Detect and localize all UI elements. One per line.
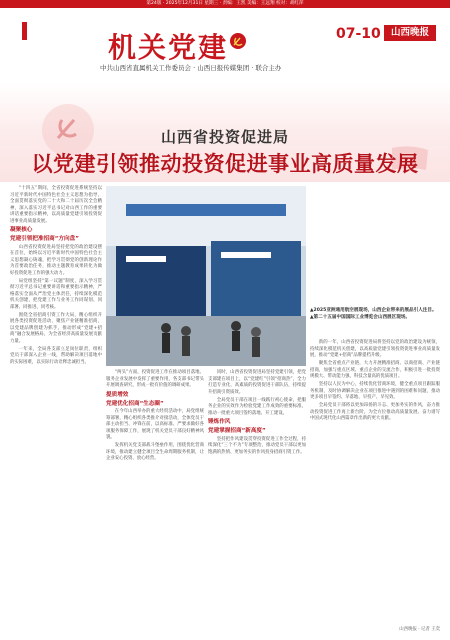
body-paragraph: “十四五”期间，全省投资促进系统坚持以习近平新时代中国特色社会主义思想为指导，全面贯彻落实党的二十大和二十届历次全会精神，深入落实习近平总书记对山西工作的重要讲话重要指示精神，以高质量党建引领投资促进事业高质量发展。 <box>10 186 102 224</box>
body-paragraph: 新的一年，山西省投资促进局将坚持以党的政治建设为统领，持续深化模范机关创建，以高质量党建引领投资促进事业高质量发展，推动“党建+招商”品牌提档升级。 <box>310 340 440 358</box>
section-subheading: 锤炼作风 <box>208 419 231 425</box>
section-subheading: 党建引领把准招商“方向盘” <box>10 236 79 242</box>
body-paragraph: 坚持把作风建设贯穿投资促进工作全过程，持续深化“三个不为”专项整治，推动党员干部以更加饱满的热情、更加务实的作风投身招商引资工作。 <box>208 436 306 455</box>
column-3 <box>208 370 306 458</box>
photo-caption: ▲2025亚洲通用航空展现场，山西企业带来的展品引人注目。 ▲第二十五届中国国际工业博览会山西展区现场。 <box>310 308 437 320</box>
body-paragraph: 局党组坚持“第一议题”制度，深入学习贯彻习近平总书记重要讲话和重要指示精神，严格落实全面从严治党主体责任，持续深化模范机关创建，把党建工作与业务工作同谋划、同部署、同推进、同考核。 <box>10 278 102 310</box>
section-subheading: 提质增效 <box>106 391 129 398</box>
body-paragraph: 围绕全省招商引资工作大局，精心组织开展各类投资促进活动，聚焦产业链精准招商，以党建品牌创建为抓手，推动形成“党建+招商”融合发展格局，为全省经济高质量发展贡献力量。 <box>10 312 102 344</box>
body-paragraph: “两头”方面，投资促进工作在推动项目落地、服务企业发展中发挥了重要作用，各支部书记带头开展调查研究，形成一批有价值的调研成果。 <box>106 370 204 388</box>
exhibition-photo <box>106 186 306 366</box>
masthead-badge <box>22 22 27 40</box>
column-1 <box>10 186 102 368</box>
column-2 <box>106 370 204 464</box>
section-subheading: 党建掌握招商“新高度” <box>208 428 266 434</box>
masthead <box>0 10 450 80</box>
section-title: 机关党建 <box>108 31 229 64</box>
masthead-subtitle: 中共山西省直属机关工作委员会 · 山西日报传媒集团 · 联合主办 <box>100 64 282 72</box>
column-4 <box>310 340 440 424</box>
body-paragraph: 同时，山西省投资促进局坚持党建引领，把党支部建在项目上，以“党建红”引领“招商热”，全力打造专业化、高素质的投资促进干部队伍，持续提升招商引资质效。 <box>208 370 306 395</box>
party-emblem-icon <box>228 32 248 50</box>
page-range: 07-10 <box>336 26 381 42</box>
body-paragraph: 山西省投资促进局坚持把党的政治建设摆在首位，始终以习近平新时代中国特色社会主义思想凝心铸魂，把学习贯彻党的创新理论作为首要政治任务，推动主题教育成果转化为做好投资促进工作的强大动力。 <box>10 244 102 276</box>
section-subheading: 凝聚核心 <box>10 227 33 233</box>
headline-line-1: 山西省投资促进局 <box>160 128 289 146</box>
body-paragraph: 坚持以人民为中心，持续优化营商环境，健全重点项目跟踪服务机制，及时协调解决企业在项目推进中遇到的困难和问题，推动更多项目早签约、早落地、早投产、早见效。 <box>310 382 440 400</box>
body-paragraph: 在今年山西举办的重大经贸活动中，局党组统筹部署，精心组织各类推介对接活动，全体党员干部主动担当、冲锋在前，以高标准、严要求做好各项服务保障工作，展现了机关党员干部良好精神风貌。 <box>106 409 204 440</box>
headline-line-2: 以党建引领推动投资促进事业高质量发展 <box>31 152 419 176</box>
body-paragraph: 一年来，全局各支部立足岗位职责，组织党员干部深入企业一线，帮助解决项目落地中的实际困难，以实际行动诠释忠诚担当。 <box>10 346 102 365</box>
body-paragraph: 发挥机关党支部战斗堡垒作用，围绕优化营商环境，推动建立健全项目全生命周期服务机制，让企业安心投资、放心经营。 <box>106 443 204 461</box>
body-paragraph: 全局党员干部在项目一线践行初心使命，把服务企业的实效作为检验党建工作成效的重要标准，推动一批重大项目签约落地、开工建设。 <box>208 397 306 416</box>
body-paragraph: 聚焦全省重点产业链，大力开展精准招商、以商招商、产业链招商，加强与重点区域、重点企业的交流合作，积极引进一批投资规模大、带动能力强、科技含量高的优质项目。 <box>310 361 440 379</box>
issue-info: 第24版 · 2025年12月31日 星期三 · 责编：王凯 美编：王远翔 校对：胡红萍 <box>146 1 304 6</box>
section-subheading: 党建优化招商“生态圈” <box>106 400 164 407</box>
body-paragraph: 全局党员干部将以更加昂扬的斗志、更加务实的作风，奋力推动投资促进工作再上新台阶，为全方位推动高质量发展、奋力谱写中国式现代化山西篇章作出新的更大贡献。 <box>310 403 440 421</box>
author-credit: 山西晚报 · 记者 王奕 <box>399 627 440 632</box>
paper-name-logo: 山西晚报 <box>384 25 436 41</box>
